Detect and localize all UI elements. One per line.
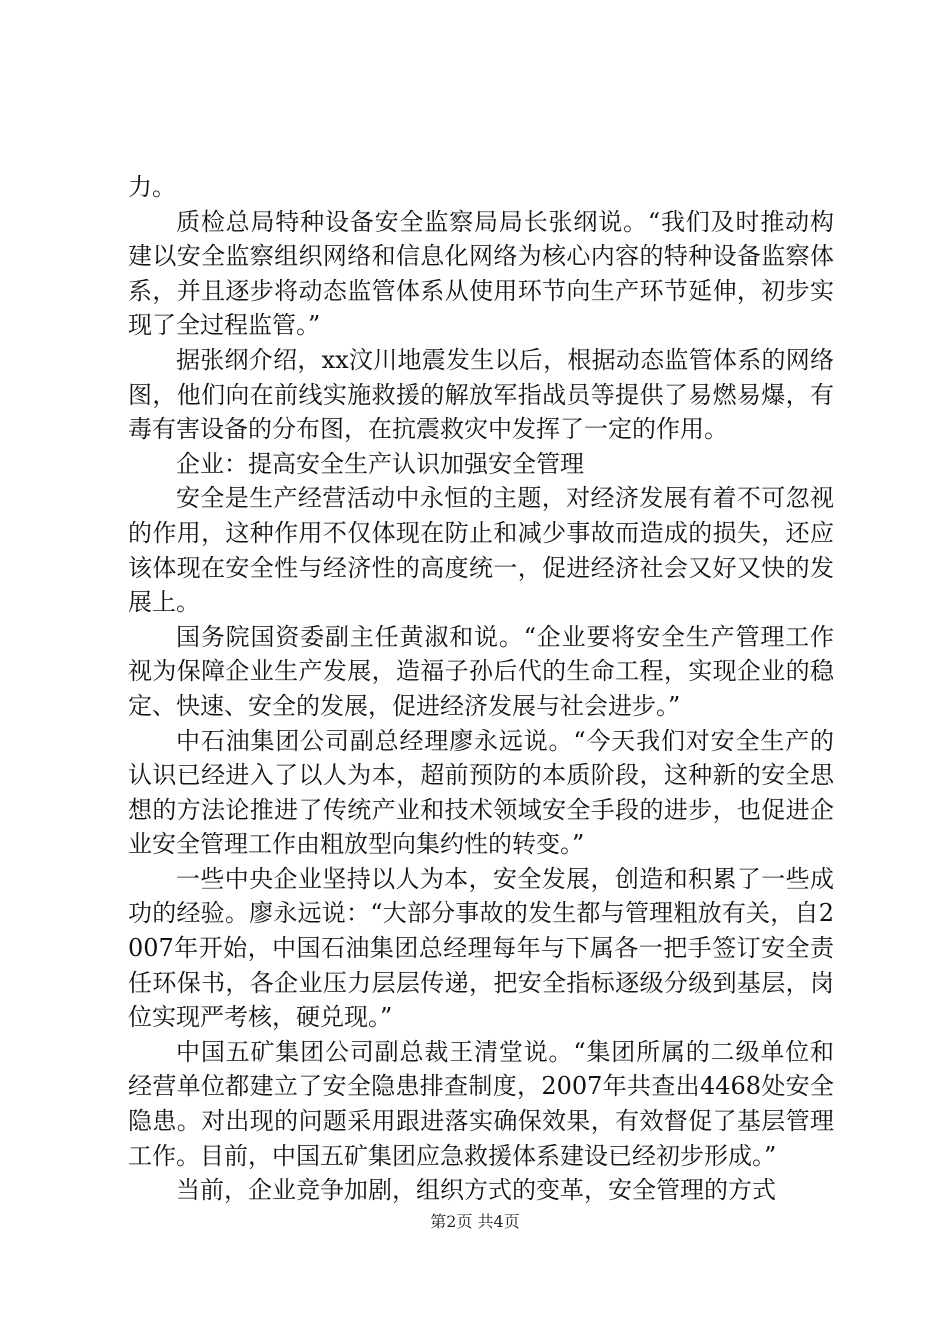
page-number-footer: 第2页 共4页 xyxy=(430,1212,520,1231)
paragraph: 当前，企业竞争加剧，组织方式的变革，安全管理的方式 xyxy=(176,1176,776,1205)
paragraph: 质检总局特种设备安全监察局局长张纲说。“我们及时推动构建以安全监察组织网络和信息化网络为核心内容的特种设备监察体系，并且逐步将动态监管体系从使用环节向生产环节延伸，初步实现了全过程监管。” xyxy=(128,207,834,340)
paragraph: 中国五矿集团公司副总裁王清堂说。“集团所属的二级单位和经营单位都建立了安全隐患排查制度，2007年共查出4468处安全隐患。对出现的问题采用跟进落实确保效果，有效督促了基层管理工作。目前，中国五矿集团应急救援体系建设已经初步形成。” xyxy=(128,1037,834,1170)
paragraph: 国务院国资委副主任黄淑和说。“企业要将安全生产管理工作视为保障企业生产发展，造福子孙后代的生命工程，实现企业的稳定、快速、安全的发展，促进经济发展与社会进步。” xyxy=(128,622,834,720)
paragraph: 安全是生产经营活动中永恒的主题，对经济发展有着不可忽视的作用，这种作用不仅体现在防止和减少事故而造成的损失，还应该体现在安全性与经济性的高度统一，促进经济社会又好又快的发展上。 xyxy=(128,484,834,617)
paragraph: 一些中央企业坚持以人为本，安全发展，创造和积累了一些成功的经验。廖永远说：“大部分事故的发生都与管理粗放有关，自2007年开始，中国石油集团总经理每年与下属各一把手签订安全责任环保书，各企业压力层层传递，把安全指标逐级分级到基层，岗位实现严考核，硬兑现。” xyxy=(128,864,834,1032)
paragraph: 中石油集团公司副总经理廖永远说。“今天我们对安全生产的认识已经进入了以人为本，超前预防的本质阶段，这种新的安全思想的方法论推进了传统产业和技术领域安全手段的进步，也促进企业安全管理工作由粗放型向集约性的转变。” xyxy=(128,726,834,859)
document-body xyxy=(128,170,834,1208)
section-heading: 企业：提高安全生产认识加强安全管理 xyxy=(176,449,584,478)
paragraph: 据张纲介绍，xx汶川地震发生以后，根据动态监管体系的网络图，他们向在前线实施救援的解放军指战员等提供了易燃易爆，有毒有害设备的分布图，在抗震救灾中发挥了一定的作用。 xyxy=(128,345,834,444)
paragraph-continuation: 力。 xyxy=(128,173,176,201)
